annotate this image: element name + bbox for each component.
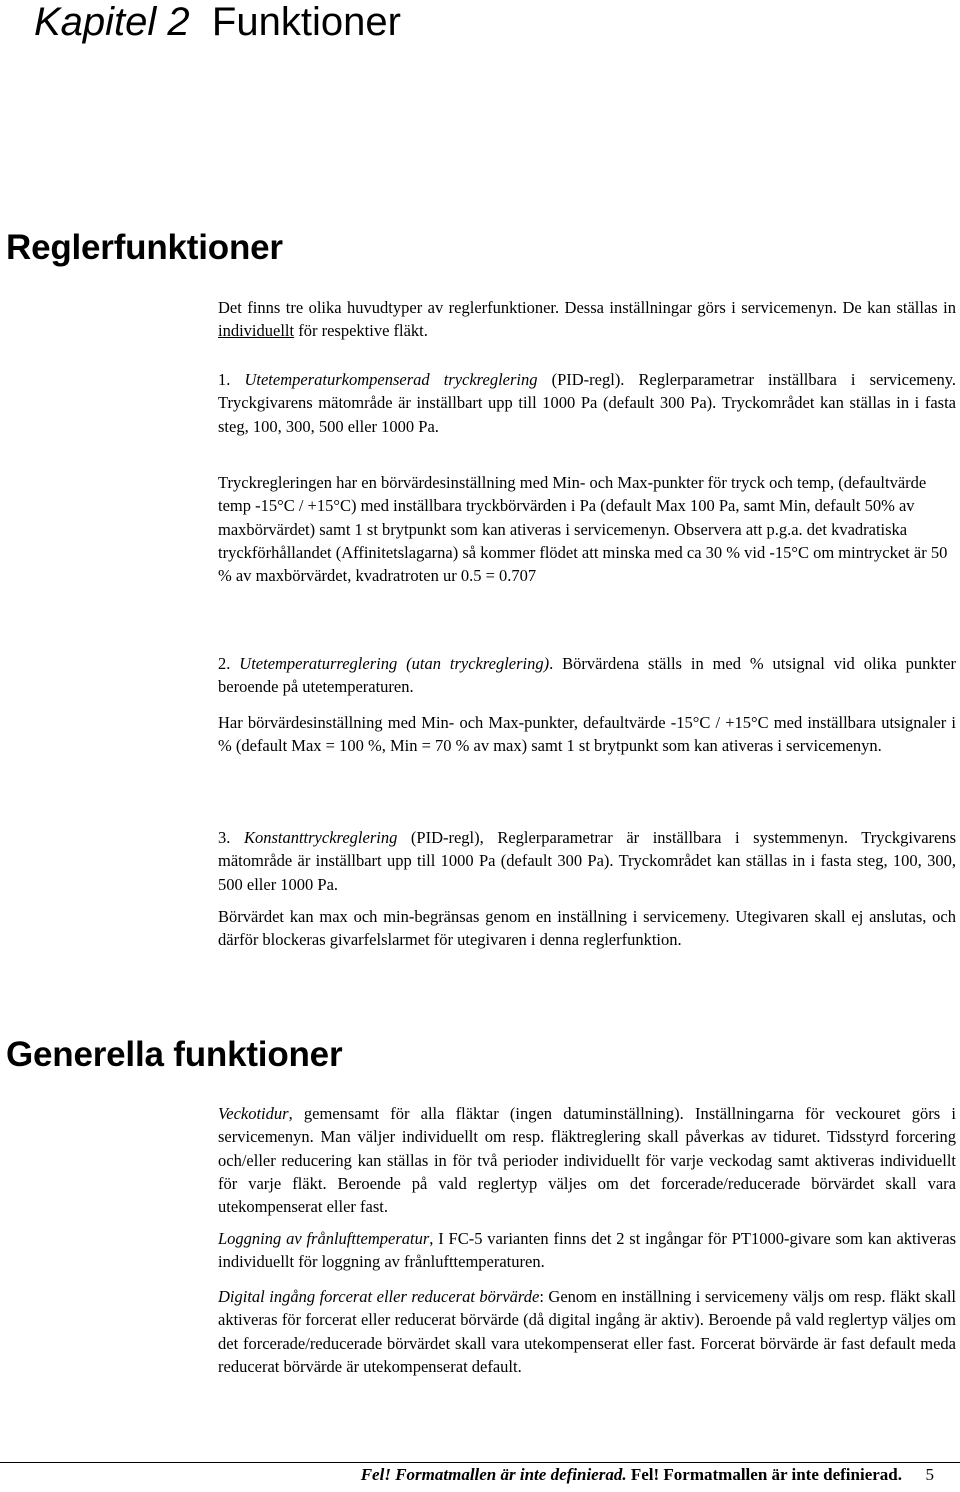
list-item-3 bbox=[218, 826, 956, 896]
list-item-text: (PID-regl), Reglerparametrar är inställbara i systemmenyn. Tryckgivarens mätområde är inställbart upp till 1000 Pa (default 300 Pa). Tryckområdet kan ställas in i fasta steg, 100, 300, 500 eller 1000 Pa. bbox=[218, 828, 957, 894]
list-item-2 bbox=[218, 652, 956, 699]
list-item-text: . Börvärdena ställs in med % utsignal vid olika punkter beroende på utetemperaturen. bbox=[218, 654, 956, 697]
section-heading-reglerfunktioner: Reglerfunktioner bbox=[6, 228, 283, 267]
section-heading-generella-funktioner: Generella funktioner bbox=[6, 1035, 343, 1074]
list-item-title: Utetemperaturkompenserad tryckreglering bbox=[244, 370, 538, 389]
chapter-label: Kapitel 2 bbox=[34, 0, 190, 44]
list-number: 3. bbox=[218, 828, 244, 847]
list-item-text: (PID-regl). Reglerparametrar inställbara i servicemeny. Tryckgivarens mätområde är inställbart upp till 1000 Pa (default 300 Pa). Tryckområdet kan ställas in i fasta steg, 100, 300, 500 eller 1000 Pa. bbox=[218, 370, 957, 436]
list-item-title: Konstanttryckreglering bbox=[243, 828, 398, 847]
paragraph-title: Digital ingång forcerat eller reducerat börvärde bbox=[218, 1287, 540, 1306]
loggning-paragraph bbox=[218, 1227, 956, 1274]
intro-text-end: för respektive fläkt. bbox=[294, 321, 428, 341]
chapter-title: Funktioner bbox=[211, 0, 401, 44]
footer-error-italic: Fel! Formatmallen är inte definierad. bbox=[360, 1465, 627, 1484]
intro-paragraph bbox=[218, 296, 956, 343]
item1-detail-paragraph: Tryckregleringen har en börvärdesinställning med Min- och Max-punkter för tryck och temp, (defaultvärde temp -15°C / +15°C) med inställbara tryckbörvärden i Pa (default Max 100 Pa, samt Min, default 50% av maxbörvärdet) samt 1 st brytpunkt som kan ativeras i servicemenyn. Observera att p.g.a. det kvadratiska tryckförhållandet (Affinitetslagarna) så kommer flödet att minska med ca 30 % vid -15°C om mintrycket är 50 % av maxbörvärdet, kvadratroten ur 0.5 = 0.707 bbox=[218, 473, 948, 586]
paragraph-text: , gemensamt för alla fläktar (ingen datuminställning). Inställningarna för veckouret görs i servicemenyn. Man väljer individuellt om resp. fläktreglering skall påverkas av tiduret. Tidsstyrd forcering och/eller reducering kan ställas in för två perioder individuellt för varje veckodag samt aktiveras individuellt för varje fläkt. Beroende på vald reglertyp väljes om det forcerade/reducerade börvärdet skall vara utekompenserat eller fast. bbox=[218, 1104, 956, 1217]
paragraph-text: , I FC-5 varianten finns det 2 st ingångar för PT1000-givare som kan aktiveras individuellt för loggning av frånlufttemperaturen. bbox=[218, 1229, 956, 1272]
intro-underlined-word: individuellt bbox=[218, 321, 295, 341]
paragraph-text: : Genom en inställning i servicemeny väljs om resp. fläkt skall aktiveras för forcerat eller reducerat börvärde (då digital ingång är aktiv). Beroende på vald reglertyp väljes om det forcerade/reducerade börvärdet skall vara utekompenserat eller fast. Forcerat börvärde är fast default meda reducerat börvärde är utekompenserat default. bbox=[218, 1287, 956, 1376]
intro-text: Det finns tre olika huvudtyper av reglerfunktioner. Dessa inställningar görs i servicemenyn. De kan ställas in bbox=[218, 298, 956, 317]
footer-error-text bbox=[361, 1465, 902, 1485]
page-number: 5 bbox=[925, 1465, 934, 1484]
paragraph-title: Loggning av frånlufttemperatur bbox=[218, 1229, 430, 1248]
list-number: 1. bbox=[218, 370, 245, 389]
list-number: 2. bbox=[218, 654, 240, 673]
list-item-title: Utetemperaturreglering (utan tryckreglering) bbox=[239, 654, 550, 673]
chapter-heading bbox=[34, 0, 401, 46]
veckotidur-paragraph bbox=[218, 1102, 956, 1218]
footer-error-bold: Fel! Formatmallen är inte definierad. bbox=[630, 1465, 902, 1484]
item2-detail-paragraph: Har börvärdesinställning med Min- och Max-punkter, defaultvärde -15°C / +15°C med inställbara utsignaler i % (default Max = 100 %, Min = 70 % av max) samt 1 st brytpunkt som kan ativeras i servicemenyn. bbox=[218, 713, 956, 756]
digital-ingang-paragraph bbox=[218, 1285, 956, 1378]
item3-detail-paragraph: Börvärdet kan max och min-begränsas genom en inställning i servicemeny. Utegivaren skall ej anslutas, och därför blockeras givarfelslarmet för utegivaren i denna reglerfunktion. bbox=[218, 907, 956, 950]
list-item-1 bbox=[218, 368, 956, 438]
paragraph-title: Veckotidur bbox=[218, 1104, 289, 1123]
page-footer bbox=[0, 1462, 960, 1492]
